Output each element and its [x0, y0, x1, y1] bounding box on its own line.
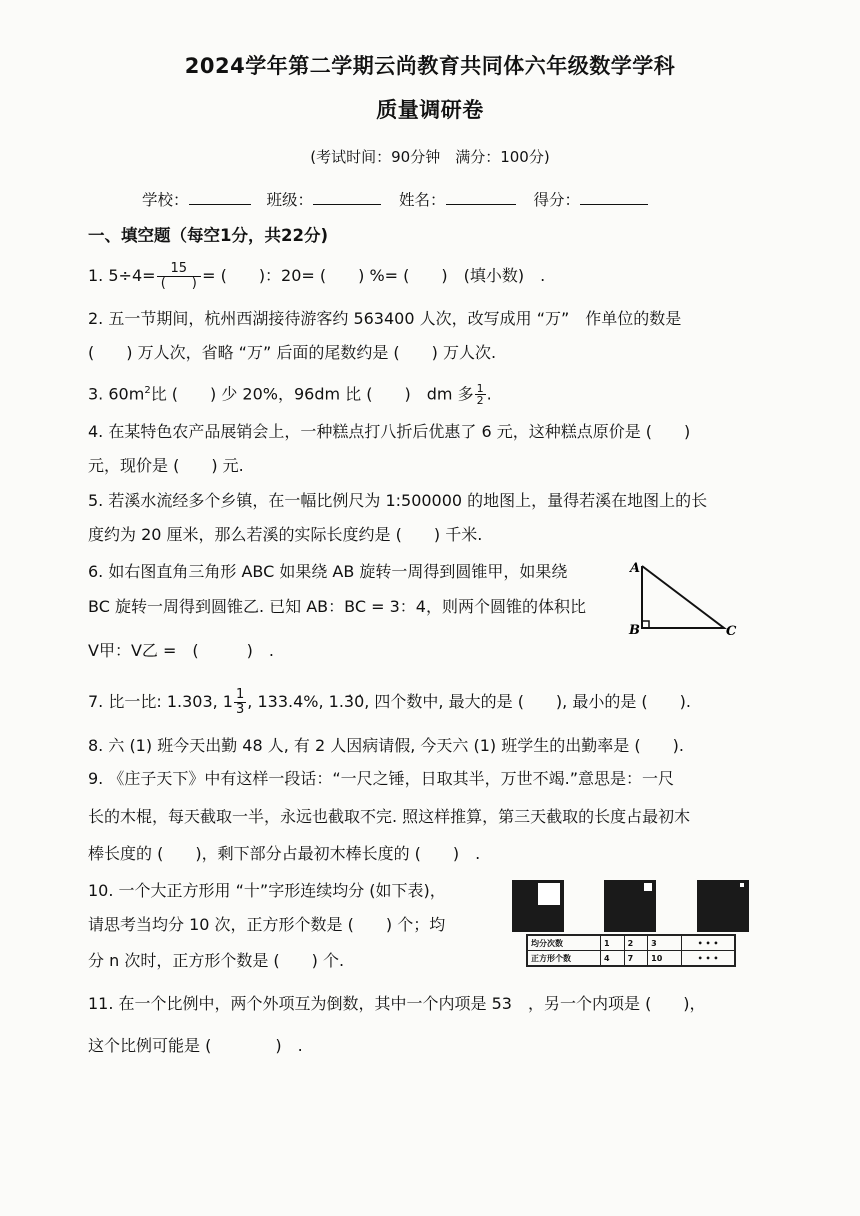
question-10-line2: 请思考当均分 10 次，正方形个数是 ( ) 个；均: [88, 915, 446, 934]
question-1: 1. 5÷4= $\frac{15}{( )}$ = ( )：20= ( ) %= ( ) (填小数) .: [88, 261, 546, 291]
question-10-line1: 10. 一个大正方形用 “十”字形连续均分 (如下表)，: [88, 881, 446, 900]
q1-fraction: $\frac{15}{( )}$: [157, 262, 202, 291]
name-label: 姓名：: [399, 191, 446, 209]
q7-fraction: $\frac{1}{3}$: [236, 687, 245, 717]
question-4-line2: 元，现价是 ( ) 元.: [88, 456, 244, 475]
exam-info: (考试时间：90分钟 满分：100分): [310, 148, 550, 166]
question-8: 8. 六 (1) 班今天出勤 48 人, 有 2 人因病请假, 今天六 (1) 班学生的出勤率是 ( ).: [88, 736, 684, 755]
question-11-line1: 11. 在一个比例中，两个外项互为倒数，其中一个内项是 53 ，另一个内项是 ( )，: [88, 994, 706, 1013]
school-label: 学校：: [142, 191, 189, 209]
question-6-line1: 6. 如右图直角三角形 ABC 如果绕 AB 旋转一周得到圆锥甲，如果绕: [88, 562, 568, 581]
school-blank: [189, 190, 251, 205]
question-4-line1: 4. 在某特色农产品展销会上，一种糕点打八折后优惠了 6 元，这种糕点原价是 ( ): [88, 422, 691, 441]
question-6-line3: V甲：V乙 = ( ) .: [88, 641, 274, 660]
question-7: 7. 比一比: 1.303, 1 $\frac{1}{3}$ , 133.4%, 1.3̇0̇, 四个数中, 最大的是 ( ), 最小的是 ( ).: [88, 687, 692, 717]
label-b: B: [629, 623, 640, 638]
score-label: 得分：: [533, 191, 581, 209]
question-2-line1: 2. 五一节期间，杭州西湖接待游客约 563400 人次，改写成用 “万” 作单位的数是: [88, 309, 682, 328]
score-blank: [580, 190, 648, 205]
question-2-line2: ( ) 万人次，省略 “万” 后面的尾数约是 ( ) 万人次.: [88, 343, 497, 362]
question-5-line1: 5. 若溪水流经多个乡镇，在一幅比例尺为 1:500000 的地图上，量得若溪在地图上的长: [88, 491, 708, 510]
question-9-line2: 长的木棍，每天截取一半，永远也截取不完. 照这样推算，第三天截取的长度占最初木: [88, 807, 691, 826]
question-11-line2: 这个比例可能是 ( ) .: [88, 1036, 303, 1055]
q3-fraction: $\frac{1}{2}$: [476, 382, 484, 408]
question-10-line3: 分 n 次时，正方形个数是 ( ) 个.: [88, 951, 345, 970]
square-figure-1: [512, 880, 564, 932]
question-6-line2: BC 旋转一周得到圆锥乙. 已知 AB：BC = 3：4，则两个圆锥的体积比: [88, 597, 586, 616]
question-9-line3: 棒长度的 ( )，剩下部分占最初木棒长度的 ( ) .: [88, 844, 481, 863]
class-label: 班级：: [266, 191, 314, 209]
table-row: 正方形个数 4 7 10 • • •: [527, 951, 735, 967]
question-5-line2: 度约为 20 厘米，那么若溪的实际长度约是 ( ) 千米.: [88, 525, 483, 544]
label-a: A: [630, 561, 641, 576]
q10-table: [526, 934, 736, 967]
section-title: 一、填空题（每空1分，共22分): [88, 226, 328, 245]
question-9-line1: 9. 《庄子天下》中有这样一段话：“一尺之锤，日取其半，万世不竭.”意思是：一尺: [88, 769, 675, 788]
label-c: C: [726, 624, 737, 639]
student-info-row: [142, 188, 648, 210]
exam-subtitle: 质量调研卷: [376, 98, 484, 122]
question-3: 3. $60m^2$比 ( ) 少 20%，96dm 比 ( ) dm 多 $\frac{1}{2}$ .: [88, 382, 492, 408]
triangle-abc-figure: [628, 560, 748, 640]
name-blank: [446, 190, 516, 205]
exam-title: 2024学年第二学期云尚教育共同体六年级数学学科: [184, 54, 676, 78]
square-figure-3: [697, 880, 749, 932]
class-blank: [313, 190, 381, 205]
table-row: 均分次数 1 2 3 • • •: [527, 935, 735, 951]
square-figure-2: [604, 880, 656, 932]
